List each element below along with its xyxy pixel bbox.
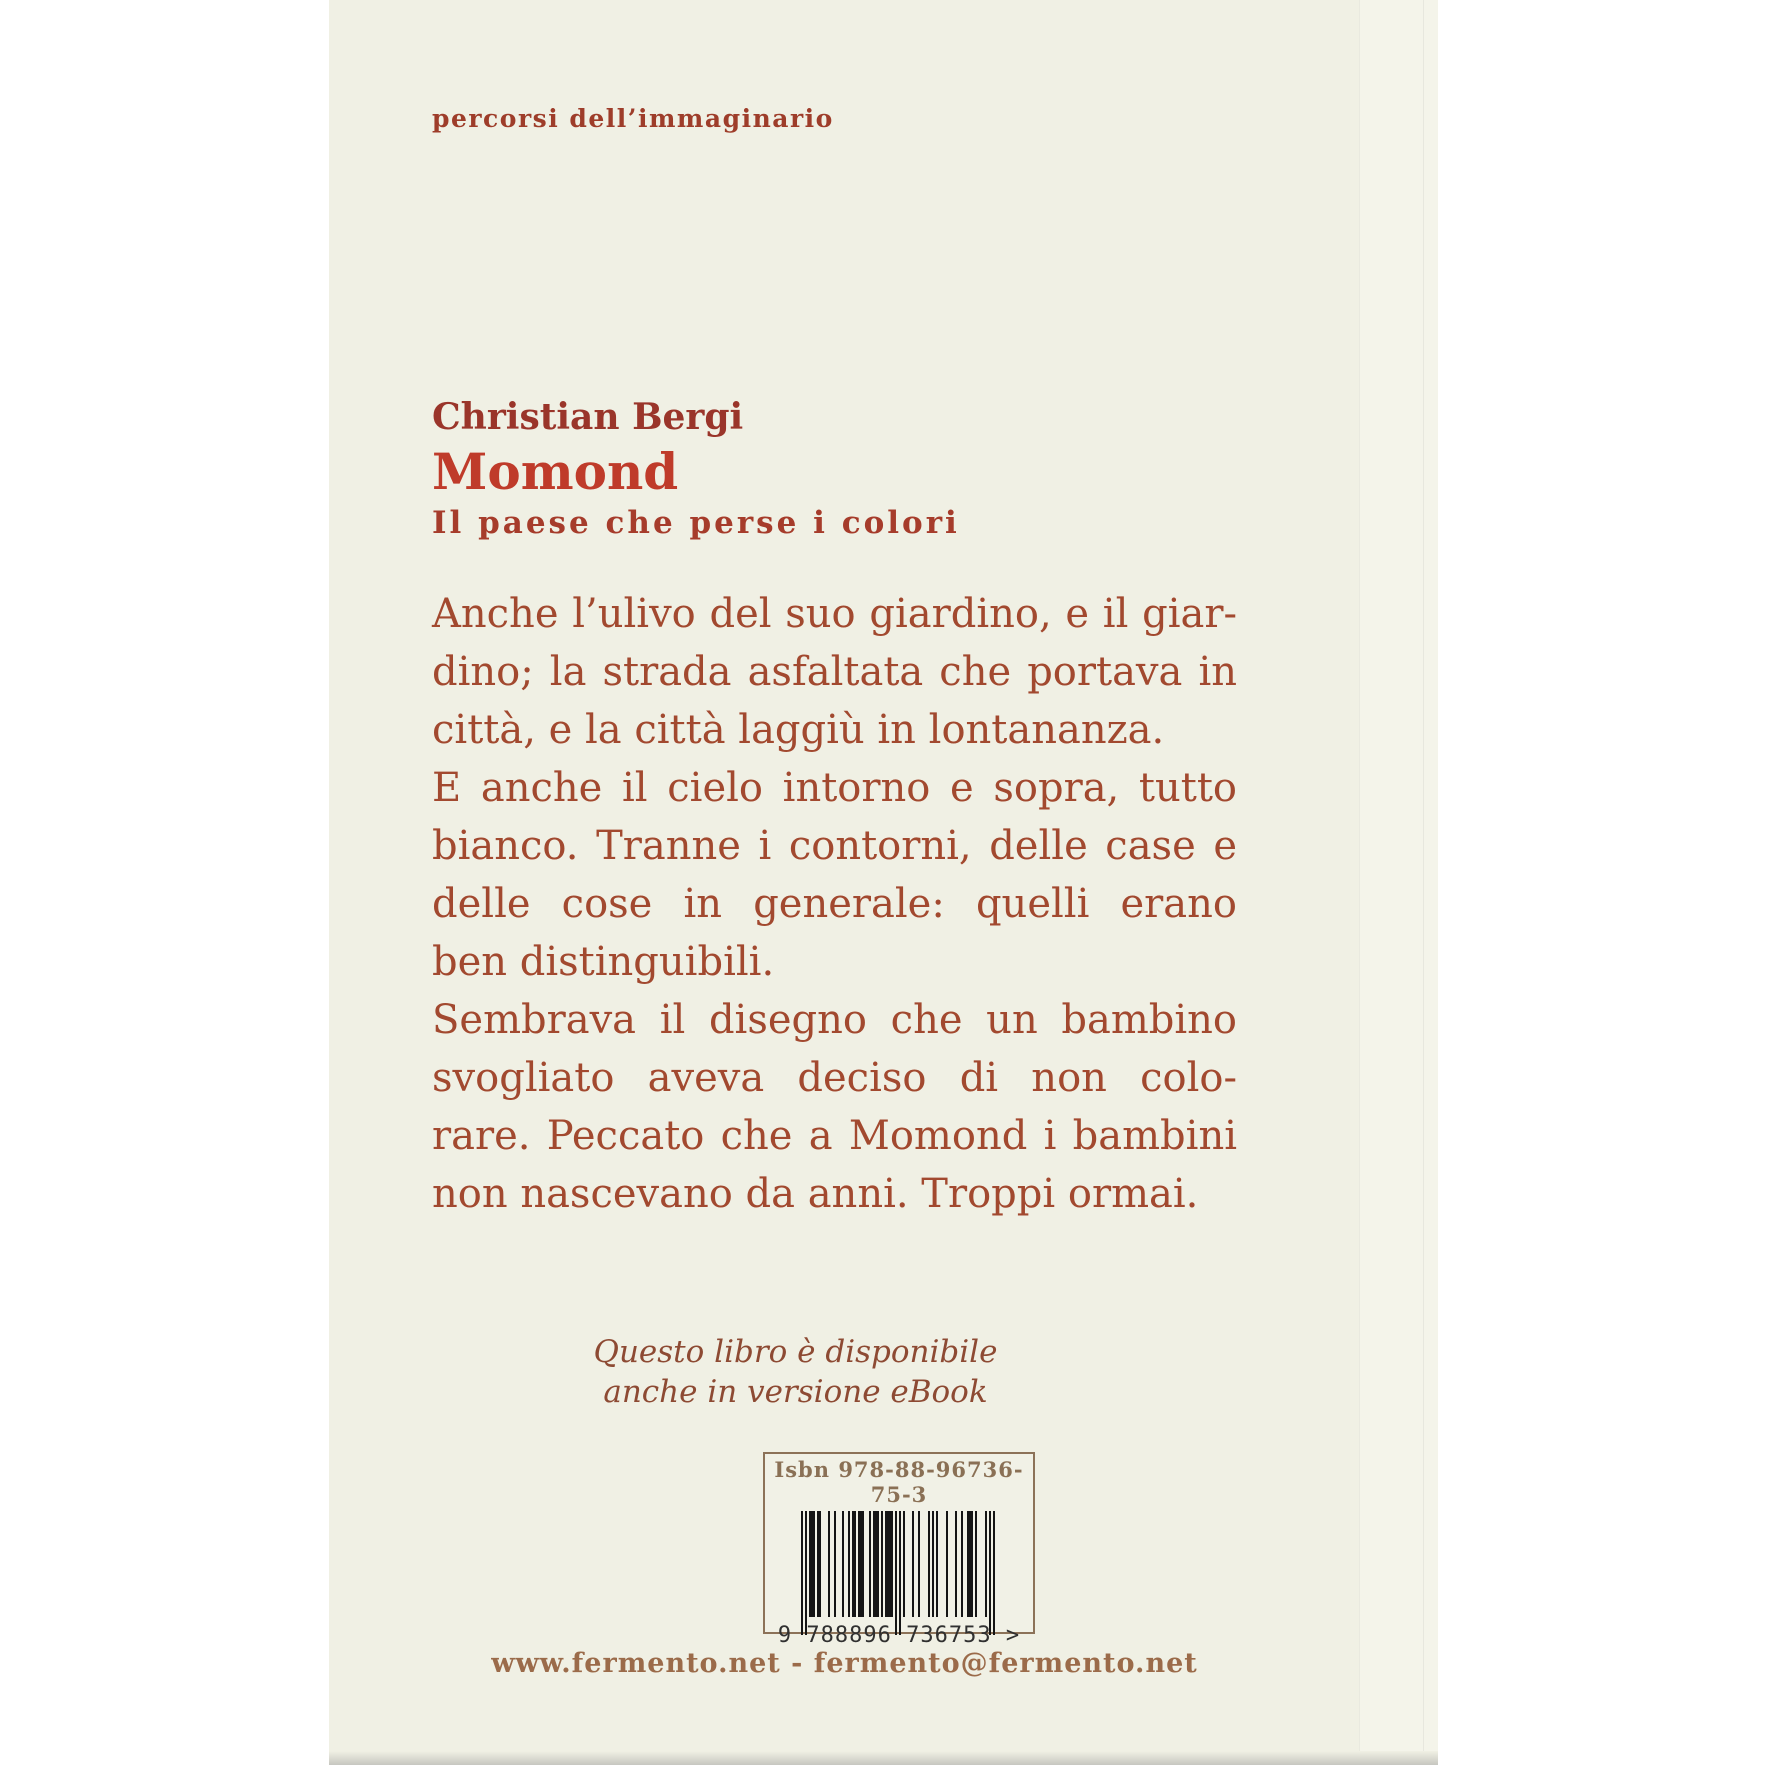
blurb-line: Anche l’ulivo del suo giardino, e il giar- — [432, 591, 1237, 637]
book-title: Momond — [432, 442, 679, 501]
ebook-note-line: Questo libro è disponibile — [593, 1334, 998, 1370]
blurb-line: bianco. Tranne i contorni, delle case e — [432, 823, 1237, 869]
isbn-box — [763, 1452, 1035, 1648]
series-title: percorsi dell’immaginario — [432, 104, 834, 133]
blurb — [432, 585, 1237, 1223]
blurb-line: Sembrava il disegno che un bambino — [432, 997, 1237, 1043]
blurb-line: E anche il cielo intorno e sopra, tutto — [432, 765, 1237, 811]
ebook-note-line: anche in versione eBook — [603, 1374, 988, 1410]
blurb-line: delle cose in generale: quelli erano — [432, 881, 1237, 927]
blurb-line: dino; la strada asfaltata che portava in — [432, 649, 1237, 695]
publisher-contacts: www.fermento.net - fermento@fermento.net — [491, 1648, 1198, 1679]
isbn-label: Isbn 978-88-96736-75-3 — [774, 1457, 1024, 1507]
cover-crease-line — [1423, 0, 1424, 1765]
blurb-line: svogliato aveva deciso di non colo- — [432, 1055, 1237, 1101]
ebook-availability-note — [432, 1332, 1159, 1412]
bottom-shadow — [329, 1751, 1438, 1765]
blurb-line: rare. Peccato che a Momond i bambini — [432, 1113, 1237, 1159]
blurb-line: non nascevano da anni. Troppi ormai. — [432, 1171, 1199, 1217]
barcode-bars — [801, 1511, 995, 1617]
blurb-line: ben distinguibili. — [432, 939, 775, 985]
book-subtitle: Il paese che perse i colori — [432, 505, 960, 541]
barcode-digits: 9 788896 736753 > — [777, 1623, 1021, 1648]
printed-area — [329, 0, 1360, 1765]
book-back-cover — [329, 0, 1438, 1765]
book-page-edge — [1359, 0, 1438, 1765]
author-name: Christian Bergi — [432, 396, 744, 438]
blurb-line: città, e la città laggiù in lontananza. — [432, 707, 1165, 753]
